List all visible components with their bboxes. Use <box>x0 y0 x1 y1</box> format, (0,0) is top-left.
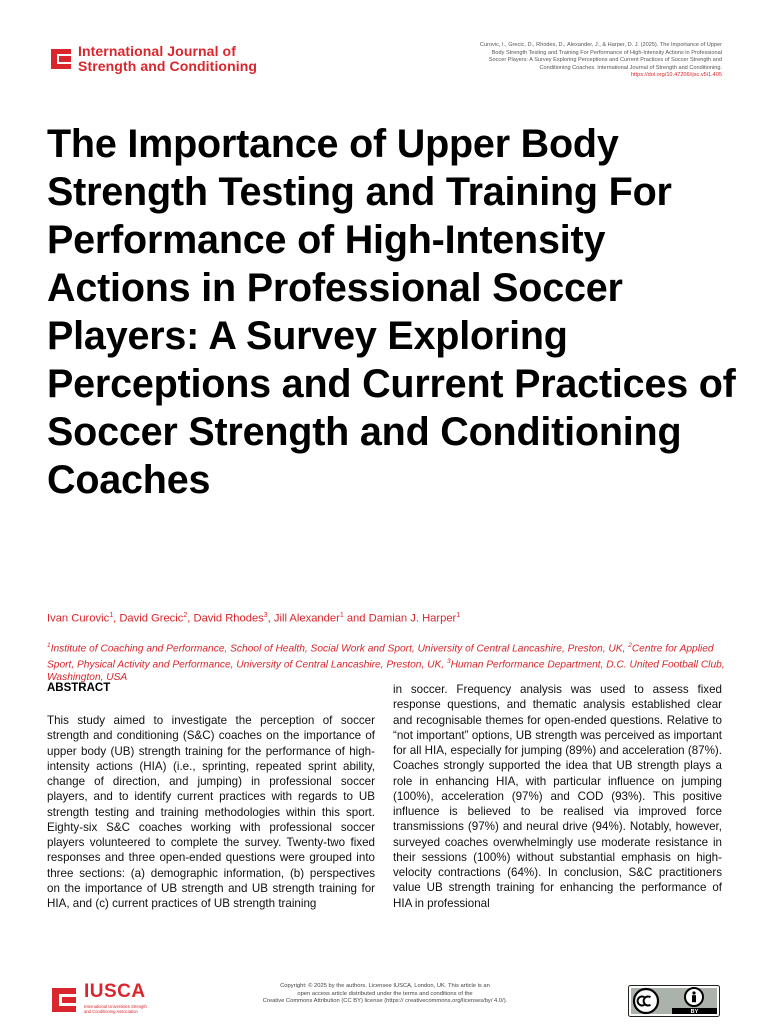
affiliation-marker: 2 <box>628 642 632 649</box>
copyright-line: Copyright: © 2025 by the authors. Licensee IUSCA, London, UK. This article is an <box>280 983 490 989</box>
citation-block <box>422 42 722 80</box>
cc-by-license-icon[interactable] <box>628 985 720 1017</box>
journal-name <box>78 44 328 74</box>
copyright-line: open access article distributed under the terms and conditions of the <box>297 990 473 997</box>
journal-name-line1: International Journal of <box>78 43 236 59</box>
iusca-subtitle-line: International Universities Strength <box>84 1004 147 1009</box>
affiliation-marker: 3 <box>446 657 451 665</box>
iusca-subtitle <box>84 1004 176 1014</box>
affiliation-text: Human Performance Department, D.C. United Football Club, Washington, USA <box>47 659 725 683</box>
abstract-text-right-column: in soccer. Frequency analysis was used to assess fixed response questions, and thematic analysis established clear and recognisable themes for open-ended questions. Relative to “not important” options, UB strength was perceived as important for all HIA, especially for jumping (89%) and acceleration (87%). Coaches strongly supported the idea that UB strength plays a role in enhancing HIA, with particular influence on jumping (100%), acceleration (97%) and COD (93%). This positive influence is believed to be realised via improved force transmissions (97%) and neural drive (94%). Notably, however, surveyed coaches overwhelmingly use moderate resistance in their sessions (100%) without substantial emphasis on high-velocity contractions (64%). In conclusion, S&C practitioners value UB strength training for enhancing the performance of HIA in professional <box>393 683 722 910</box>
author-affiliation-marker: 1 <box>109 612 114 619</box>
citation-line: Soccer Players: A Survey Exploring Perceptions and Current Practices of Soccer Strength and <box>488 57 722 64</box>
author-separator: , <box>113 612 120 625</box>
article-title: The Importance of Upper Body Strength Testing and Training For Performance of High-Intensity Actions in Professional Soccer Players: A Survey Exploring Perceptions and Current Practices of Soccer Strength and Conditioning Coaches <box>47 122 736 502</box>
doi-link[interactable]: https://doi.org/10.47206/ijsc.v5i1.405 <box>630 72 722 79</box>
copyright-line[interactable]: Creative Commons Attribution (CC BY) license (https:// creativecommons.org/licenses/by/ 4.0/). <box>262 998 508 1005</box>
iusca-subtitle-line: and Conditioning Association <box>84 1009 138 1014</box>
iusca-logo-icon <box>48 984 80 1016</box>
abstract-heading: ABSTRACT <box>47 682 111 694</box>
author-name[interactable]: Jill Alexander <box>273 612 340 625</box>
author-affiliation-marker: 3 <box>263 612 268 619</box>
iusca-wordmark: IUSCA <box>84 981 146 1002</box>
author-name[interactable]: David Rhodes <box>193 612 264 625</box>
author-list <box>47 609 727 626</box>
author-separator: and <box>343 612 369 625</box>
journal-logo-icon <box>48 46 74 72</box>
copyright-notice <box>240 983 530 1006</box>
affiliations <box>47 640 727 684</box>
author-name[interactable]: Ivan Curovic <box>47 612 110 625</box>
author-affiliation-marker: 2 <box>183 612 188 619</box>
affiliation-text: Institute of Coaching and Performance, School of Health, Social Work and Sport, University of Central Lancashire, Preston, UK, <box>50 643 629 655</box>
author-affiliation-marker: 1 <box>456 612 461 619</box>
affiliation-text: Centre for Applied Sport, Physical Activity and Performance, University of Central Lancashire, Preston, UK, <box>47 643 714 671</box>
affiliation-marker: 1 <box>47 642 51 649</box>
abstract-text-left-column: This study aimed to investigate the perception of soccer strength and conditioning (S&C) coaches on the importance of upper body (UB) strength training for the performance of high-intensity actions (HIA) (i.e., sprinting, repeated sprint ability, change of direction, and jumping) in professional soccer players, and to identify current practices with regards to UB strength testing and training methodologies within this sport. Eighty-six S&C coaches working with professional soccer players volunteered to complete the survey. Twenty-two fixed responses and three open-ended questions were grouped into three sections: (a) demographic information, (b) perspectives on the importance of UB strength and UB strength training for HIA, and (c) current practices of UB strength training <box>47 714 375 910</box>
author-affiliation-marker: 1 <box>339 612 344 619</box>
citation-line: Curovic, I., Grecic, D., Rhodes, D., Alexander, J., & Harper, D. J. (2025). The Importance of Upper <box>479 42 722 48</box>
citation-line: Conditioning Coaches. International Journal of Strength and Conditioning. <box>539 64 722 71</box>
author-separator: , <box>267 612 274 625</box>
citation-line: Body Strength Testing and Training For Performance of High-Intensity Actions in Professional <box>491 49 722 56</box>
author-name[interactable]: Damian J. Harper <box>368 612 457 625</box>
journal-name-line2: Strength and Conditioning <box>78 58 258 74</box>
cc-by-label: BY <box>690 1009 699 1015</box>
author-name[interactable]: David Grecic <box>119 612 184 625</box>
author-separator: , <box>187 612 194 625</box>
